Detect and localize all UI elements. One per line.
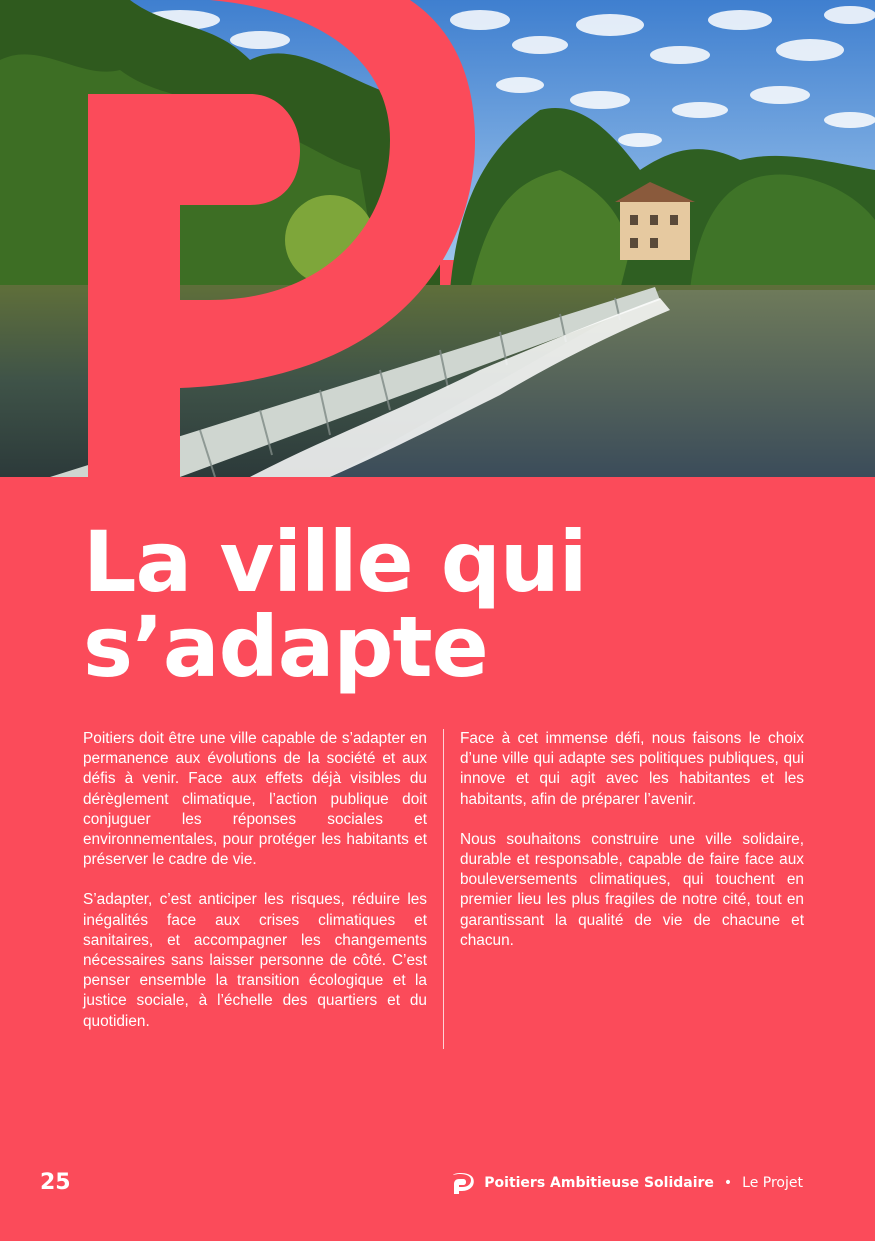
footer-brand: Poitiers Ambitieuse Solidaire	[484, 1175, 714, 1191]
right-column	[460, 729, 804, 971]
title-line-2: s’adapte	[83, 598, 488, 696]
page-title	[83, 513, 587, 696]
p-logo-small-icon	[450, 1172, 476, 1194]
left-column	[83, 729, 427, 1052]
left-paragraph-1: Poitiers doit être une ville capable de s’adapter en permanence aux évolutions de la société et aux défis à venir. Face aux effets déjà visibles du dérèglement climatique, l’action publique doit conjuguer les réponses sociales et environnementales, pour protéger les habitants et préserver le cadre de vie.	[83, 730, 427, 869]
footer	[450, 1172, 803, 1194]
footer-separator: •	[723, 1175, 733, 1191]
right-paragraph-1: Face à cet immense défi, nous faisons le choix d’une ville qui adapte ses politiques publiques, qui innove et qui agit avec les habitantes et les habitants, afin de préparer l’avenir.	[460, 730, 804, 808]
hero-photo	[0, 0, 875, 477]
column-divider	[443, 729, 444, 1049]
right-paragraph-2: Nous souhaitons construire une ville solidaire, durable et responsable, capable de faire face aux bouleversements climatiques, qui touchent en premier lieu les plus fragiles de notre cité, tout en garantissant la qualité de vie de chacune et chacun.	[460, 830, 804, 949]
footer-section: Le Projet	[742, 1175, 803, 1191]
title-line-1: La ville qui	[83, 513, 587, 611]
page-number: 25	[40, 1170, 71, 1195]
left-paragraph-2: S’adapter, c’est anticiper les risques, réduire les inégalités face aux crises climatiques et sanitaires, et accompagner les changements nécessaires sans laisser personne de côté. C’est penser ensemble la transition écologique et la justice sociale, à l’échelle des quartiers et du quotidien.	[83, 891, 427, 1030]
